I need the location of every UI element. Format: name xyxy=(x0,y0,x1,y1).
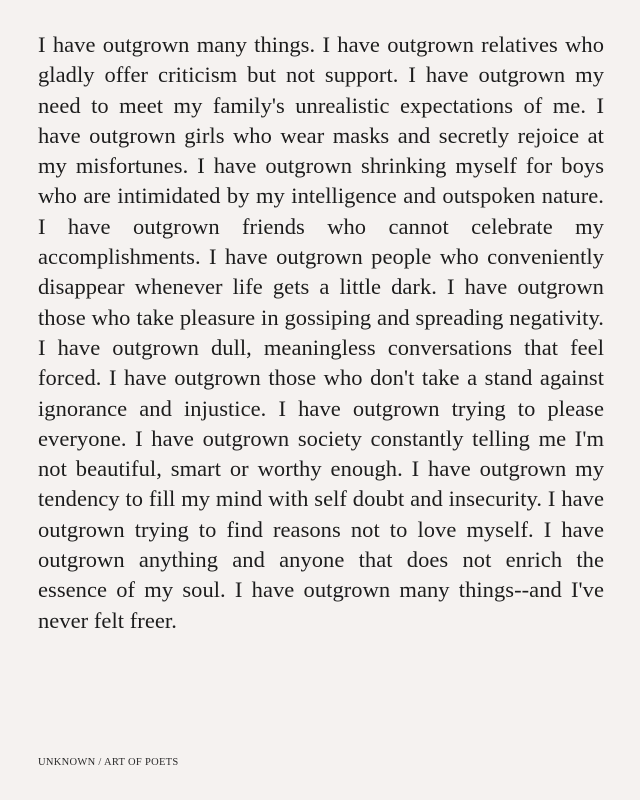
attribution: UNKNOWN / ART OF POETS xyxy=(38,757,179,768)
poem-text: I have outgrown many things. I have outgrown relatives who gladly offer criticism but not support. I have outgrown my need to meet my family's unrealistic expectations of me. I have outgrown girls who wear masks and secretly rejoice at my misfortunes. I have outgrown shrinking myself for boys who are intimidated by my intelligence and outspoken nature. I have outgrown friends who cannot celebrate my accomplishments. I have outgrown people who conveniently disappear whenever life gets a little dark. I have outgrown those who take pleasure in gossiping and spreading negativity. I have outgrown dull, meaningless conversations that feel forced. I have outgrown those who don't take a stand against ignorance and injustice. I have outgrown trying to please everyone. I have outgrown society constantly telling me I'm not beautiful, smart or worthy enough. I have outgrown my tendency to fill my mind with self doubt and insecurity. I have outgrown trying to find reasons not to love myself. I have outgrown anything and anyone that does not enrich the essence of my soul. I have outgrown many things--and I've never felt freer. xyxy=(38,32,604,633)
